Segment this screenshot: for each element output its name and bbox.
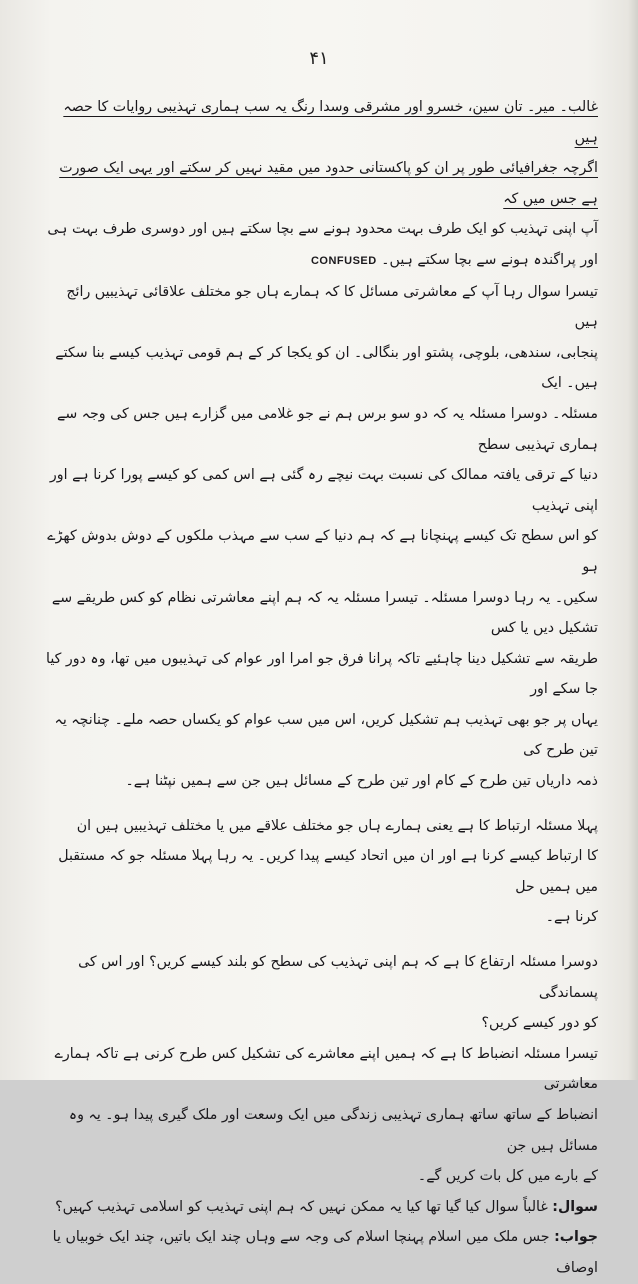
text-line: ذمہ داریاں تین طرح کے کام اور تین طرح کے مسائل ہیں جن سے ہمیں نپٹنا ہے۔ (125, 773, 598, 790)
text-line: کو دور کیسے کریں؟ (481, 1015, 598, 1032)
text-line: کرنا ہے۔ (545, 909, 598, 926)
text-line: انضباط کے ساتھ ساتھ ہماری تہذیبی زندگی میں ایک وسعت اور ملک گیری پیدا ہو۔ یہ وہ مسائل ہیں جن (68, 1107, 598, 1154)
answer-label: جواب: (554, 1229, 598, 1246)
latin-word: CONFUSED (310, 254, 377, 267)
page-body (46, 92, 598, 1284)
question-label: سوال: (552, 1198, 598, 1215)
text-line: آپ اپنی تہذیب کو ایک طرف بہت محدود ہونے سے بچا سکتے ہیں اور دوسری طرف بہت ہی (47, 221, 598, 238)
text-line: تیسرا مسئلہ انضباط کا ہے کہ ہمیں اپنے معاشرے کی تشکیل کس طرح کرنی ہے تاکہ ہمارے معاشرتی (54, 1045, 598, 1093)
text-line: دنیا کے ترقی یافتہ ممالک کی نسبت بہت نیچے رہ گئی ہے اس کمی کو کیسے پورا کرنا ہے اور اپنی تہذیب (49, 467, 598, 514)
text-line: طریقہ سے تشکیل دینا چاہئیے تاکہ پرانا فرق جو امرا اور عوام کی تہذیبوں میں تھا، وہ دور کیا جا سکے اور (46, 650, 598, 698)
text-line: پنجابی، سندھی، بلوچی، پشتو اور بنگالی۔ ان کو یکجا کر کے ہم قومی تہذیب کیسے بنا سکتے ہیں۔ ایک (55, 344, 598, 392)
text-line: دوسرا مسئلہ ارتفاع کا ہے کہ ہم اپنی تہذیب کی سطح کو بلند کیسے کریں؟ اور اس کی پسماندگی (78, 954, 598, 1001)
page-edge-shadow (628, 0, 638, 1080)
text-line: کا ارتباط کیسے کرنا ہے اور ان میں اتحاد کیسے پیدا کریں۔ یہ رہا پہلا مسئلہ جو کہ مستقبل میں ہمیں حل (58, 848, 598, 895)
text-line: پہلا مسئلہ ارتباط کا ہے یعنی ہمارے ہاں جو مختلف علاقے میں یا مختلف تہذیبیں ہیں ان (76, 817, 598, 834)
text-line: اگرچہ جغرافیائی طور پر ان کو پاکستانی حدود میں مقید نہیں کر سکتے اور یہی ایک صورت ہے جس میں کہ (59, 160, 598, 207)
page-number: ۴۱ (309, 48, 329, 69)
text-line: مسئلہ۔ دوسرا مسئلہ یہ کہ دو سو برس ہم نے جو غلامی میں گزارے ہیں جس کی وجہ سے ہماری تہذیبی سطح (57, 405, 598, 453)
text-line: تیسرا سوال رہا آپ کے معاشرتی مسائل کا کہ ہمارے ہاں جو مختلف علاقائی تہذیبیں رائج ہیں (66, 283, 598, 331)
text-line: کو اس سطح تک کیسے پہنچانا ہے کہ ہم دنیا کے سب سے مہذب ملکوں کے دوش بدوش کھڑے ہو (47, 528, 598, 575)
answer-line: جواب: جس ملک میں اسلام پہنچا اسلام کی وجہ سے وہاں چند ایک باتیں، چند ایک خوبیاں یا اوصاف (52, 1229, 598, 1276)
text-line: یہاں پر جو بھی تہذیب ہم تشکیل کریں، اس میں سب عوام کو یکساں حصہ ملے۔ چنانچہ یہ تین طرح کی (54, 711, 598, 759)
text-line: غالب۔ میر۔ تان سین، خسرو اور مشرقی وسدا رنگ یہ سب ہماری تہذیبی روایات کا حصہ ہیں (63, 99, 598, 146)
question-line: سوال: غالباً سوال کیا گیا تھا کیا یہ ممکن نہیں کہ ہم اپنی تہذیب کو اسلامی تہذیب کہیں؟ (55, 1198, 598, 1215)
text-line: اور پراگندہ ہونے سے بچا سکتے ہیں۔ CONFUSED (310, 251, 598, 268)
text-line: سکیں۔ یہ رہا دوسرا مسئلہ۔ تیسرا مسئلہ یہ کہ ہم اپنے معاشرتی نظام کو کس طریقے سے تشکیل دیں یا کس (51, 589, 598, 637)
text-line: کے بارے میں کل بات کریں گے۔ (417, 1168, 598, 1185)
